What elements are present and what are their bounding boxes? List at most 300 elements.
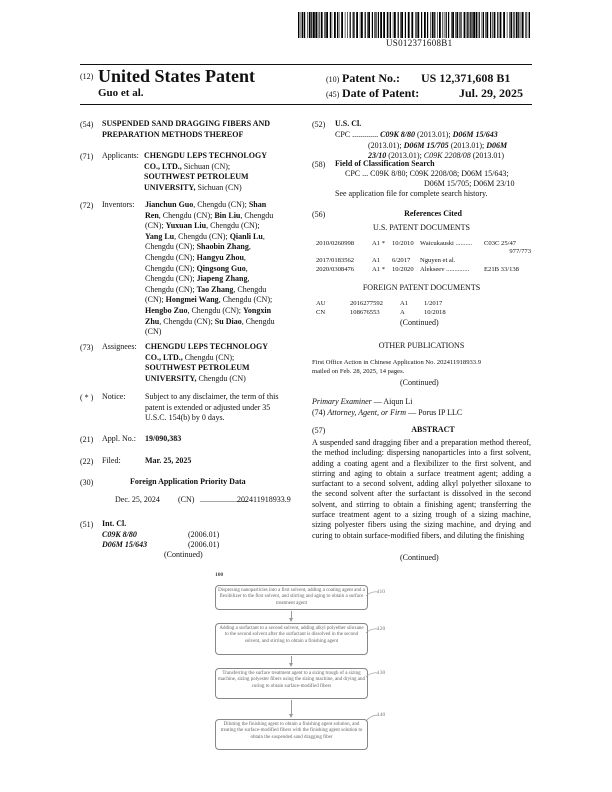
- barcode-bar: [479, 12, 480, 38]
- barcode-bar: [354, 12, 355, 38]
- inventor-location: , Chengdu: [240, 210, 274, 220]
- ref-number: 108676553: [350, 309, 380, 316]
- barcode-bar: [528, 12, 529, 38]
- party-line: [145, 363, 300, 374]
- party-line: [144, 151, 299, 162]
- ref-number: 2020/0308476: [316, 266, 355, 273]
- uscl-body: [335, 130, 535, 162]
- notice-text: [145, 392, 300, 424]
- flow-step-130: Transferring the surface treatment agent to a sizing trough of a sizing machine, sizing polyester fibers using the sizing machine, and drying and curing to obtain surface-modified fibers: [215, 668, 368, 699]
- barcode-bar: [383, 12, 385, 38]
- inventor-location: Chengdu (CN);: [145, 263, 197, 273]
- party-name: CHENGDU LEPS TECHNOLOGY: [144, 151, 267, 160]
- barcode-bar: [365, 12, 366, 38]
- ref-kind: A1: [400, 300, 409, 307]
- field-52-num: (52): [312, 120, 326, 129]
- uscl-line: [335, 141, 535, 152]
- barcode-bar: [432, 12, 434, 38]
- barcode-bar: [330, 12, 331, 38]
- notice-line: patent is extended or adjusted under 35: [145, 402, 271, 412]
- barcode-bar: [516, 12, 518, 38]
- date-value: Jul. 29, 2025: [459, 86, 524, 100]
- field-73-num: (73): [80, 343, 94, 352]
- barcode-bar: [302, 12, 304, 38]
- inventor-location: , Chengdu (CN);: [206, 221, 260, 231]
- barcode-bar: [375, 12, 376, 38]
- barcode-bar: [387, 12, 388, 38]
- barcode-bar: [486, 12, 488, 38]
- inventor-name: Shan: [248, 200, 267, 209]
- inventor-name: Su Diao: [214, 316, 242, 326]
- inventor-location: ,: [245, 263, 248, 273]
- inventor-line: [145, 274, 300, 285]
- ref-date: 6/2017: [392, 257, 411, 264]
- barcode-bar: [360, 12, 361, 38]
- party-location: Sichuan (CN);: [181, 161, 231, 171]
- code-12: (12): [80, 72, 94, 81]
- refs-continued: (Continued): [400, 318, 439, 327]
- flow-step-label: 120: [377, 626, 386, 632]
- inventor-location: Chengdu (CN);: [145, 284, 197, 294]
- barcode-bar: [444, 12, 445, 38]
- barcode-bar: [353, 12, 354, 38]
- foreign-refs-heading: FOREIGN PATENT DOCUMENTS: [362, 283, 481, 292]
- attorney-line: [312, 408, 462, 419]
- barcode-bar: [337, 12, 338, 38]
- ref-author: Nguyen et al.: [420, 257, 456, 264]
- barcode-bar: [485, 12, 486, 38]
- ref-country: AU: [316, 300, 326, 307]
- flow-step-label: 130: [377, 670, 386, 676]
- classification-segment: D06M 15/643: [452, 130, 498, 139]
- barcode-bar: [483, 12, 484, 38]
- barcode-bar: [405, 12, 406, 38]
- party-name: CO., LTD.,: [144, 161, 182, 171]
- patent-no-value: US 12,371,608 B1: [421, 71, 511, 85]
- us-refs-heading: U.S. PATENT DOCUMENTS: [373, 223, 470, 232]
- patent-no-label: Patent No.:: [342, 71, 400, 85]
- field-54-num: (54): [80, 120, 94, 129]
- attorney-value: — Porus IP LLC: [408, 408, 463, 417]
- ref-number: 2016277592: [350, 300, 383, 307]
- date-label: Date of Patent:: [342, 86, 420, 100]
- ref-number: 2010/0260998: [316, 240, 355, 247]
- party-line: [145, 342, 300, 353]
- flow-arrowhead: [289, 714, 293, 718]
- party-name: CHENGDU LEPS TECHNOLOGY: [145, 342, 268, 351]
- abstract-text: A suspended sand dragging fiber and a preparation method thereof, the method including: dispersing nanoparticles into a first solvent, adding a coating agent and a flexibilizer to the first solvent, and stirring and aging to obtain a surface treatment agent; adding a surfactant to a second solvent, adding alkyl polyether siloxane to the second solvent after the surfactant is dissolved in the second solvent, and stirring to obtain a finishing agent; transferring the surface treatment agent to a sizing trough of a sizing machine, sizing polyester fibers using the sizing machine, and drying and curing to obtain surface-modified fibers, and diluting the finishing: [312, 438, 531, 540]
- ref-class: C03C 25/47: [484, 240, 517, 247]
- barcode-bar: [473, 12, 475, 38]
- party-name: SOUTHWEST PETROLEUM: [144, 172, 249, 182]
- barcode-bar: [510, 12, 512, 38]
- appl-no-label: Appl. No.:: [102, 434, 136, 443]
- barcode-bar: [307, 12, 308, 38]
- barcode-bar: [518, 12, 519, 38]
- search-line: See application file for complete search history.: [335, 189, 488, 198]
- priority-number: 202411918933.9: [237, 495, 291, 504]
- inventor-line: [145, 211, 300, 222]
- barcode-bar: [311, 12, 312, 38]
- inventor-line: [145, 306, 300, 317]
- inventor-location: , Chengdu (CN);: [158, 210, 215, 220]
- intcl-year: (2006.01): [188, 540, 220, 549]
- inventor-name: Yang Lu: [145, 231, 175, 241]
- flow-arrowhead: [289, 618, 293, 622]
- barcode-bar: [521, 12, 522, 38]
- barcode-bar: [525, 12, 526, 38]
- appl-no-value: 19/090,383: [145, 434, 182, 443]
- flow-step-140: Diluting the finishing agent to obtain a finishing agent solution, and treating the surface-modified fibers with the finishing agent solution to obtain the suspended sand dragging fiber: [215, 719, 368, 750]
- field-74-num: (74): [312, 408, 326, 417]
- notice-line: U.S.C. 154(b) by 0 days.: [145, 413, 225, 423]
- leader-line: [365, 590, 379, 598]
- attorney-label: Attorney, Agent, or Firm: [327, 408, 407, 417]
- classification-segment: CPC .............: [335, 130, 381, 139]
- inventor-location: , Chengdu (CN);: [174, 231, 230, 241]
- barcode-bar: [427, 12, 428, 38]
- barcode-image: [298, 12, 530, 38]
- barcode-bar: [326, 12, 328, 38]
- barcode-bar: [398, 12, 399, 38]
- inventor-line: [145, 264, 300, 275]
- field-57-num: (57): [312, 426, 326, 435]
- party-line: [145, 353, 300, 364]
- barcode-bar: [350, 12, 351, 38]
- foreign-ref-row: [316, 308, 531, 317]
- inventor-line: [145, 232, 300, 243]
- barcode-bar: [500, 12, 502, 38]
- barcode-bar: [456, 12, 458, 38]
- inventor-name: Bin Liu: [214, 210, 241, 220]
- barcode-bar: [455, 12, 456, 38]
- inventors-label: Inventors:: [102, 200, 135, 209]
- inventor-location: Chengdu (CN);: [145, 242, 197, 252]
- header-top-rule: [80, 64, 532, 65]
- barcode-bar: [421, 12, 422, 38]
- us-ref-row: [316, 239, 531, 256]
- barcode-bar: [482, 12, 483, 38]
- header-bottom-rule: [80, 104, 532, 105]
- inventor-location: , Chengdu: [241, 316, 275, 326]
- ref-number: 2017/0183562: [316, 257, 355, 264]
- barcode-bar: [367, 12, 368, 38]
- inventor-location: ,: [243, 252, 246, 262]
- foreign-ref-row: [316, 299, 531, 308]
- barcode-bar: [347, 12, 348, 38]
- barcode-bar: [522, 12, 524, 38]
- barcode-bar: [459, 12, 460, 38]
- other-pubs-line: First Office Action in Chinese Application No. 202411918933.9: [312, 359, 482, 366]
- party-name: UNIVERSITY,: [145, 373, 197, 383]
- barcode-bar: [309, 12, 311, 38]
- classification-segment: D06M 15/705: [403, 140, 449, 150]
- filed-label: Filed:: [102, 456, 121, 465]
- filed-value: Mar. 25, 2025: [145, 456, 192, 465]
- classification-segment: (2013.01);: [386, 151, 424, 161]
- barcode-bar: [437, 12, 438, 38]
- flowchart-figure: [205, 572, 405, 790]
- barcode-bar: [408, 12, 410, 38]
- ref-author: Waicukauski ..........: [420, 240, 473, 247]
- barcode-bar: [461, 12, 462, 38]
- ref-kind: A1: [372, 257, 381, 264]
- search-heading: Field of Classification Search: [335, 159, 435, 168]
- barcode-bar: [507, 12, 508, 38]
- inventor-name: Jiapeng Zhang: [196, 274, 248, 284]
- inventor-location: Chengdu (CN);: [145, 252, 197, 262]
- barcode-bar: [341, 12, 343, 38]
- barcode-bar: [361, 12, 363, 38]
- inventor-location: , Chengdu (CN);: [187, 305, 244, 315]
- barcode-bar: [411, 12, 413, 38]
- inventor-line: [145, 253, 300, 264]
- inventor-name: Hangyu Zhou: [196, 252, 244, 262]
- inventor-name: Ren: [145, 210, 159, 220]
- field-51-num: (51): [80, 520, 94, 529]
- inventor-name: Shaobin Zhang: [196, 242, 249, 252]
- field-56-num: (56): [312, 210, 326, 219]
- ref-date: 10/2018: [424, 309, 446, 316]
- inventor-name: Qingsong Guo: [196, 263, 246, 273]
- invention-title: SUSPENDED SAND DRAGGING FIBERS AND PREPARATION METHODS THEREOF: [102, 119, 271, 139]
- barcode-bar: [315, 12, 317, 38]
- inventor-line: [145, 317, 300, 328]
- abstract-heading: ABSTRACT: [411, 425, 455, 434]
- barcode-bar: [464, 12, 466, 38]
- barcode-bar: [390, 12, 391, 38]
- us-ref-row: [316, 265, 531, 274]
- leader-line: [365, 671, 379, 679]
- document-title: United States Patent: [98, 66, 255, 86]
- classification-segment: (2013.01);: [448, 140, 487, 150]
- priority-country: (CN): [178, 495, 195, 504]
- barcode-bar: [452, 12, 454, 38]
- barcode-bar: [300, 12, 301, 38]
- ref-kind: A1 *: [372, 240, 386, 247]
- barcode-bar: [471, 12, 472, 38]
- flow-step-label: 110: [377, 589, 386, 595]
- inventor-name: Hengbo Zuo: [145, 305, 188, 315]
- barcode-bar: [394, 12, 396, 38]
- party-line: [144, 172, 299, 183]
- us-refs-list: [316, 239, 531, 274]
- barcode-bar: [319, 12, 320, 38]
- barcode-bar: [415, 12, 416, 38]
- inventor-line: [145, 295, 300, 306]
- barcode-bar: [334, 12, 336, 38]
- barcode-bar: [497, 12, 498, 38]
- barcode-bar: [430, 12, 431, 38]
- barcode-bar: [389, 12, 390, 38]
- barcode-bar: [446, 12, 447, 38]
- barcode-bar: [400, 12, 401, 38]
- inventor-location: (CN);: [145, 221, 166, 231]
- party-line: [145, 374, 300, 385]
- inventor-name: Hongmei Wang: [165, 295, 219, 305]
- applicants-list: [144, 151, 299, 193]
- inventor-name: Yongxin: [243, 305, 272, 315]
- intcl-heading: Int. Cl.: [102, 519, 127, 528]
- priority-date: Dec. 25, 2024: [115, 495, 160, 504]
- code-10: (10): [326, 75, 340, 84]
- inventor-line: [145, 285, 300, 296]
- barcode-bar: [339, 12, 340, 38]
- assignees-label: Assignees:: [102, 342, 137, 351]
- classification-segment: C09K 2208/08: [423, 151, 471, 161]
- flow-arrowhead: [289, 663, 293, 667]
- barcode-bar: [356, 12, 358, 38]
- inventor-location: , Chengdu (CN);: [218, 295, 273, 305]
- inventors-list: [145, 200, 300, 338]
- inventor-location: Chengdu (CN);: [145, 274, 197, 284]
- barcode-bar: [451, 12, 452, 38]
- barcode-bar: [424, 12, 426, 38]
- intcl-code: C09K 8/80: [102, 530, 137, 539]
- ref-date: 10/2010: [392, 240, 414, 247]
- classification-segment: (2013.01);: [368, 140, 404, 150]
- ref-author: Alekseev ..............: [420, 266, 470, 273]
- inventor-location: (CN): [145, 327, 162, 337]
- us-ref-row: [316, 256, 531, 265]
- abstract-continued: (Continued): [400, 553, 439, 562]
- other-pubs-continued: (Continued): [400, 378, 439, 387]
- ref-class-secondary: 977/773: [509, 248, 531, 255]
- field-21-num: (21): [80, 435, 94, 444]
- flow-step-120: Adding a surfactant to a second solvent, adding alkyl polyether siloxane to the second solvent after the surfactant is dissolved in the second solvent, and stirring to obtain a finishing agent: [215, 623, 368, 655]
- other-pubs-text: [312, 358, 534, 376]
- barcode-bar: [476, 12, 478, 38]
- barcode-bar: [492, 12, 493, 38]
- intcl-code: D06M 15/643: [102, 540, 148, 549]
- ref-country: CN: [316, 309, 326, 316]
- party-name: CO., LTD.,: [145, 352, 183, 362]
- barcode-bar: [378, 12, 379, 38]
- ref-date: 1/2017: [424, 300, 443, 307]
- flow-step-label: 140: [377, 712, 386, 718]
- intcl-continued: (Continued): [164, 550, 203, 559]
- barcode-bar: [448, 12, 449, 38]
- party-line: [144, 162, 299, 173]
- barcode-bar: [439, 12, 441, 38]
- barcode-bar: [374, 12, 375, 38]
- barcode-bar: [434, 12, 435, 38]
- classification-segment: (2013.01): [470, 151, 505, 161]
- search-line: CPC ... C09K 8/80; C09K 2208/08; D06M 15/643;: [345, 169, 509, 178]
- assignees-list: [145, 342, 300, 384]
- barcode-bar: [442, 12, 443, 38]
- barcode-bar: [380, 12, 382, 38]
- barcode-bar: [416, 12, 417, 38]
- ref-kind: A1 *: [372, 266, 386, 273]
- priority-dots: ........................: [200, 495, 248, 504]
- classification-segment: (2013.01);: [415, 130, 453, 139]
- field-30-num: (30): [80, 478, 94, 487]
- barcode-bar: [321, 12, 323, 38]
- field-71-num: (71): [80, 152, 94, 161]
- party-name: SOUTHWEST PETROLEUM: [145, 363, 250, 373]
- inventor-line: [145, 327, 300, 338]
- leader-line: [365, 713, 379, 723]
- leader-line: [365, 627, 379, 635]
- field-22-num: (22): [80, 457, 94, 466]
- barcode-bar: [529, 12, 530, 38]
- inventors-short: Guo et al.: [98, 87, 144, 99]
- refs-heading: References Cited: [404, 209, 462, 218]
- barcode-bar: [467, 12, 468, 38]
- classification-segment: C09K 8/80: [380, 130, 416, 139]
- classification-segment: D06M: [486, 140, 508, 150]
- uscl-heading: U.S. Cl.: [335, 119, 362, 128]
- inventor-location: ,: [248, 242, 251, 252]
- barcode-bar: [313, 12, 315, 38]
- barcode-bar: [324, 12, 325, 38]
- barcode-bar: [401, 12, 403, 38]
- inventor-name: Yuxuan Liu: [165, 221, 207, 231]
- party-name: UNIVERSITY,: [144, 182, 196, 192]
- barcode-bar: [490, 12, 491, 38]
- intcl-year: (2006.01): [188, 530, 220, 539]
- field-58-num: (58): [312, 160, 326, 169]
- inventor-location: , Chengdu (CN);: [193, 200, 249, 209]
- barcode-bar: [503, 12, 505, 38]
- ref-date: 10/2020: [392, 266, 414, 273]
- barcode-bar: [304, 12, 305, 38]
- ref-kind: A: [400, 309, 405, 316]
- barcode-bar: [513, 12, 514, 38]
- barcode-bar: [468, 12, 469, 38]
- barcode-bar: [494, 12, 496, 38]
- other-pubs-line: mailed on Feb. 28, 2025, 14 pages.: [312, 368, 405, 375]
- inventor-line: [145, 221, 300, 232]
- examiner-line: [312, 397, 412, 408]
- barcode-bar: [345, 12, 346, 38]
- barcode-bar: [298, 12, 299, 38]
- priority-heading: Foreign Application Priority Data: [130, 477, 246, 486]
- party-line: [144, 183, 299, 194]
- notice-label: Notice:: [102, 392, 126, 401]
- inventor-name: Tao Zhang: [196, 284, 234, 294]
- examiner-label: Primary Examiner: [312, 397, 372, 406]
- figure-id: 100: [215, 572, 224, 578]
- flow-arrow: [291, 700, 292, 715]
- examiner-value: — Aiqun Li: [373, 397, 413, 406]
- inventor-line: [145, 200, 300, 211]
- inventor-location: , Chengdu: [233, 284, 267, 294]
- search-line: D06M 15/705; D06M 23/10: [424, 179, 515, 188]
- barcode-bar: [332, 12, 333, 38]
- inventor-location: ,: [247, 274, 250, 284]
- barcode-bar: [470, 12, 471, 38]
- applicants-label: Applicants:: [102, 151, 139, 160]
- barcode-bar: [318, 12, 319, 38]
- inventor-name: Jianchun Guo: [145, 200, 194, 209]
- inventor-name: Qianli Lu: [229, 231, 263, 241]
- field-72-num: (72): [80, 201, 94, 210]
- party-location: Chengdu (CN): [196, 373, 246, 383]
- notice-line: Subject to any disclaimer, the term of this: [145, 392, 279, 401]
- foreign-refs-list: [316, 299, 531, 317]
- barcode-number: US012371608B1: [386, 38, 453, 48]
- barcode-bar: [368, 12, 370, 38]
- other-pubs-heading: OTHER PUBLICATIONS: [378, 341, 465, 350]
- flow-step-110: Dispersing nanoparticles into a first solvent, adding a coating agent and a flexibilizer to the first solvent, and stirring and aging to obtain a surface treatment agent: [215, 585, 368, 610]
- inventor-name: Zhu: [145, 316, 160, 326]
- barcode-bar: [417, 12, 419, 38]
- notice-num: ( * ): [80, 393, 94, 402]
- party-location: Sichuan (CN): [195, 182, 242, 192]
- ref-class: E21B 33/138: [484, 266, 519, 273]
